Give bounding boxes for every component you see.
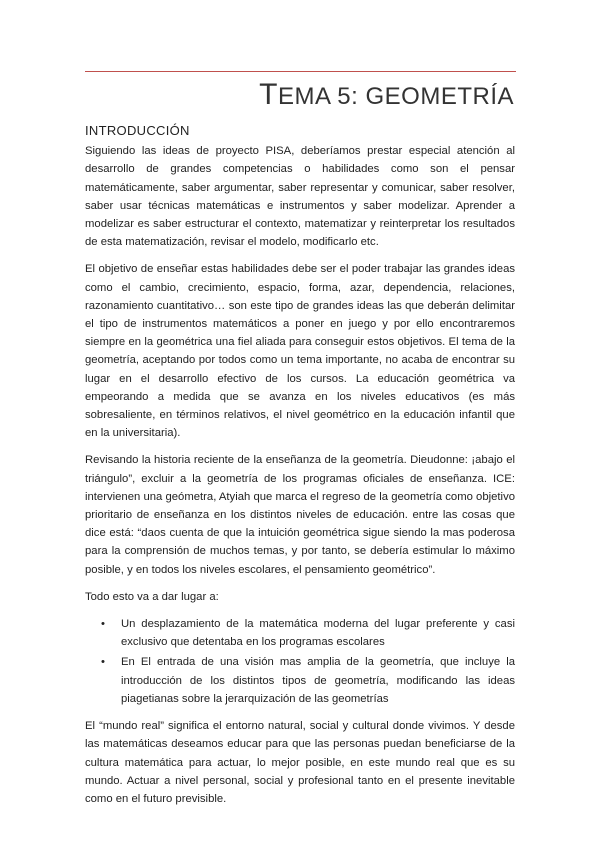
section-heading: INTRODUCCIÓN — [85, 123, 190, 138]
title-rest: EMA 5: GEOMETRÍA — [277, 83, 514, 110]
list-item — [101, 653, 515, 708]
page-title — [259, 78, 514, 112]
header-rule — [85, 71, 516, 72]
list-item-text: Un desplazamiento de la matemática moderna del lugar preferente y casi exclusivo que detentaba en los programas escolares — [121, 618, 515, 649]
paragraph-2: El objetivo de enseñar estas habilidades debe ser el poder trabajar las grandes ideas como el cambio, crecimiento, espacio, forma, azar, dependencia, relaciones, razonamiento cuantitativo… son este tipo de grandes ideas las que deberán delimitar el tipo de instrumentos matemáticos a poner en juego y por ello encontraremos siempre en la geométrica una fiel aliada para conseguir estos objetivos. El tema de la geometría, aceptando por todos como un tema importante, no acaba de encontrar su lugar en el desarrollo efectivo de los cursos. La educación geométrica va empeorando a medida que se avanza en los niveles educativos (es más sobresaliente, en términos relativos, el nivel geométrico en la educación infantil que en la universitaria). — [85, 263, 515, 440]
bullet-icon: • — [101, 618, 105, 631]
paragraph-3: Revisando la historia reciente de la enseñanza de la geometría. Dieudonne: ¡abajo el triángulo”, excluir a la geometría de los programas oficiales de enseñanza. ICE: intervienen una geómetra, Atyiah que marca el regreso de la geometría como objetivo prioritario de enseñanza en los distintos niveles de educación. entre las cosas que dice está: “daos cuenta de que la intuición geométrica sigue siendo la mas poderosa para la comprensión de muchos temas, y por tanto, se debería estimular lo máximo posible, y en todos los niveles escolares, el pensamiento geométrico”. — [85, 454, 515, 576]
document-body — [85, 122, 515, 817]
list-item-text: En El entrada de una visión mas amplia de la geometría, que incluye la introducción de los distintos tipos de geometría, modificando las ideas piagetianas sobre la jerarquización de las geometrías — [121, 656, 515, 705]
list-item — [101, 615, 515, 651]
paragraph-4: Todo esto va a dar lugar a: — [85, 590, 219, 603]
bullet-icon: • — [101, 656, 105, 669]
bullet-list — [85, 615, 515, 708]
closing-paragraph: El “mundo real” significa el entorno natural, social y cultural donde vivimos. Y desde las matemáticas deseamos educar para que las personas puedan beneficiarse de la cultura matemática para actuar, lo mejor posible, en este mundo real que es su mundo. Actuar a nivel personal, social y profesional tanto en el presente inevitable como en el futuro previsible. — [85, 720, 515, 805]
title-initial: T — [259, 78, 278, 111]
paragraph-1: Siguiendo las ideas de proyecto PISA, deberíamos prestar especial atención al desarrollo de grandes competencias o habilidades como son el pensar matemáticamente, saber argumentar, saber representar y comunicar, saber resolver, saber usar técnicas matemáticas e instrumentos y saber modelizar. Aprender a modelizar es saber estructurar el contexto, matematizar y reinterpretar los resultados de esta matematización, revisar el modelo, modificarlo etc. — [85, 145, 515, 249]
